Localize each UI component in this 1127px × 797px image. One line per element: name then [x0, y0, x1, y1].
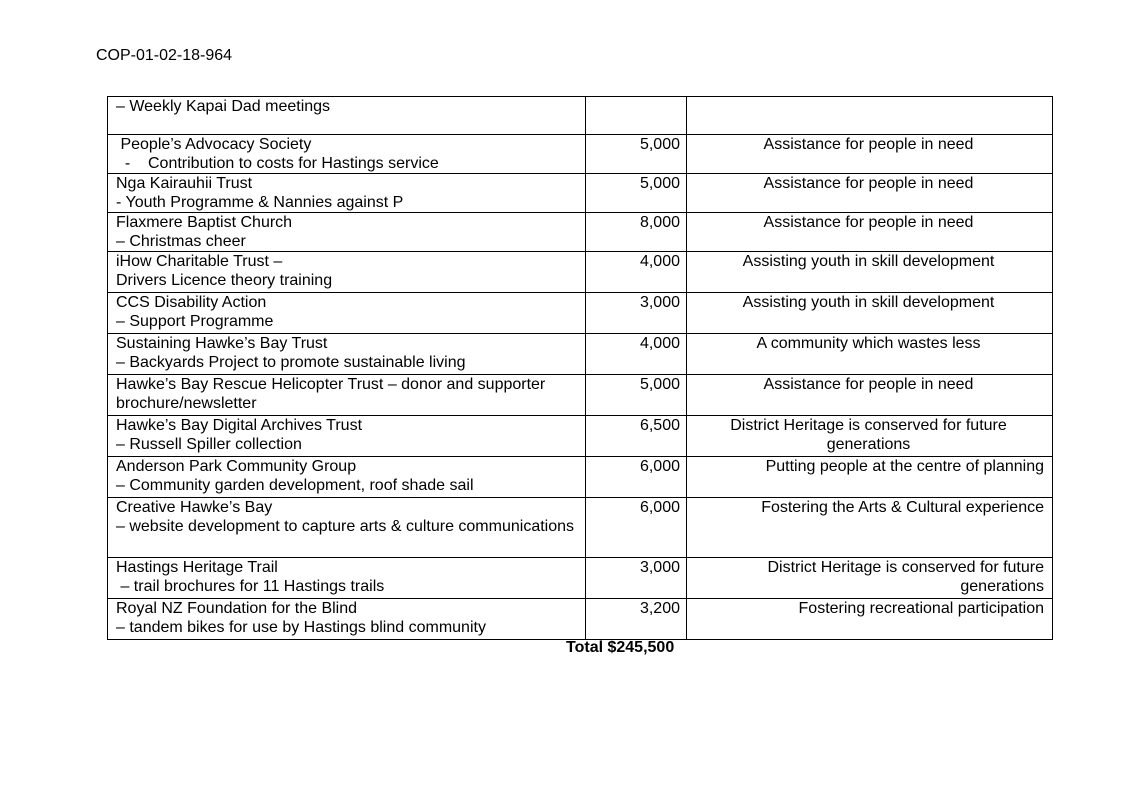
grant-purpose: – Support Programme: [116, 313, 274, 330]
grant-amount: 3,200: [586, 599, 687, 640]
community-outcome: District Heritage is conserved for future generations: [687, 558, 1053, 599]
grant-recipient-cell: [108, 599, 586, 640]
community-outcome: Putting people at the centre of planning: [687, 457, 1053, 498]
grant-amount: 6,500: [586, 416, 687, 457]
grant-purpose: Drivers Licence theory training: [116, 272, 333, 289]
grant-amount: 6,000: [586, 457, 687, 498]
community-outcome: Assistance for people in need: [687, 174, 1053, 213]
table-row: [108, 135, 1053, 174]
grant-purpose: – website development to capture arts & culture communications: [116, 518, 575, 535]
grant-recipient-cell: [108, 457, 586, 498]
grant-recipient-cell: [108, 174, 586, 213]
grant-amount: 3,000: [586, 293, 687, 334]
table-row: [108, 334, 1053, 375]
table-row: [108, 97, 1053, 135]
table-row: [108, 498, 1053, 558]
community-outcome: District Heritage is conserved for future generations: [687, 416, 1053, 457]
document-reference: COP-01-02-18-964: [96, 47, 233, 64]
grant-amount: 4,000: [586, 334, 687, 375]
table-row: [108, 416, 1053, 457]
grant-amount: 5,000: [586, 375, 687, 416]
grant-recipient-cell: [108, 416, 586, 457]
grant-amount: 8,000: [586, 213, 687, 252]
community-outcome: Fostering the Arts & Cultural experience: [687, 498, 1053, 558]
community-outcome: A community which wastes less: [687, 334, 1053, 375]
grant-purpose: – Community garden development, roof shade sail: [116, 477, 474, 494]
community-outcome: Assistance for people in need: [687, 135, 1053, 174]
recipient-name: Royal NZ Foundation for the Blind: [116, 600, 358, 617]
grant-purpose: brochure/newsletter: [116, 395, 257, 412]
community-outcome: Assistance for people in need: [687, 213, 1053, 252]
grant-amount: 6,000: [586, 498, 687, 558]
recipient-name: Flaxmere Baptist Church: [116, 214, 293, 231]
grant-amount: 3,000: [586, 558, 687, 599]
recipient-name: CCS Disability Action: [116, 294, 267, 311]
grant-recipient-cell: [108, 97, 586, 135]
community-outcome: Assisting youth in skill development: [687, 252, 1053, 293]
table-row: [108, 375, 1053, 416]
grant-purpose: - Contribution to costs for Hastings service: [116, 155, 439, 172]
table-row: [108, 252, 1053, 293]
recipient-name: – Weekly Kapai Dad meetings: [116, 98, 331, 115]
grant-amount: 5,000: [586, 135, 687, 174]
grants-table: [107, 96, 1053, 640]
grant-recipient-cell: [108, 375, 586, 416]
community-outcome: [687, 97, 1053, 135]
recipient-name: Hawke’s Bay Rescue Helicopter Trust – donor and supporter: [116, 376, 546, 393]
recipient-name: Nga Kairauhii Trust: [116, 175, 253, 192]
grants-total: Total $245,500: [566, 639, 675, 656]
grant-recipient-cell: [108, 252, 586, 293]
recipient-name: People’s Advocacy Society: [116, 136, 312, 153]
grant-amount: 5,000: [586, 174, 687, 213]
grant-purpose: – tandem bikes for use by Hastings blind community: [116, 619, 486, 636]
recipient-name: Sustaining Hawke’s Bay Trust: [116, 335, 328, 352]
table-row: [108, 558, 1053, 599]
community-outcome: Fostering recreational participation: [687, 599, 1053, 640]
grant-amount: 4,000: [586, 252, 687, 293]
community-outcome: Assistance for people in need: [687, 375, 1053, 416]
grant-recipient-cell: [108, 498, 586, 558]
community-outcome: Assisting youth in skill development: [687, 293, 1053, 334]
grant-recipient-cell: [108, 558, 586, 599]
recipient-name: Anderson Park Community Group: [116, 458, 357, 475]
recipient-name: Hastings Heritage Trail: [116, 559, 278, 576]
recipient-name: iHow Charitable Trust –: [116, 253, 283, 270]
grant-purpose: – Christmas cheer: [116, 233, 246, 250]
table-row: [108, 213, 1053, 252]
table-row: [108, 293, 1053, 334]
grant-purpose: – Backyards Project to promote sustainable living: [116, 354, 466, 371]
grant-recipient-cell: [108, 293, 586, 334]
recipient-name: Hawke’s Bay Digital Archives Trust: [116, 417, 363, 434]
table-row: [108, 457, 1053, 498]
table-row: [108, 174, 1053, 213]
recipient-name: Creative Hawke’s Bay: [116, 499, 273, 516]
grant-recipient-cell: [108, 213, 586, 252]
grant-purpose: – Russell Spiller collection: [116, 436, 302, 453]
grant-recipient-cell: [108, 135, 586, 174]
grant-recipient-cell: [108, 334, 586, 375]
grant-purpose: – trail brochures for 11 Hastings trails: [116, 578, 385, 595]
table-row: [108, 599, 1053, 640]
grant-purpose: - Youth Programme & Nannies against P: [116, 194, 404, 211]
grant-amount: [586, 97, 687, 135]
